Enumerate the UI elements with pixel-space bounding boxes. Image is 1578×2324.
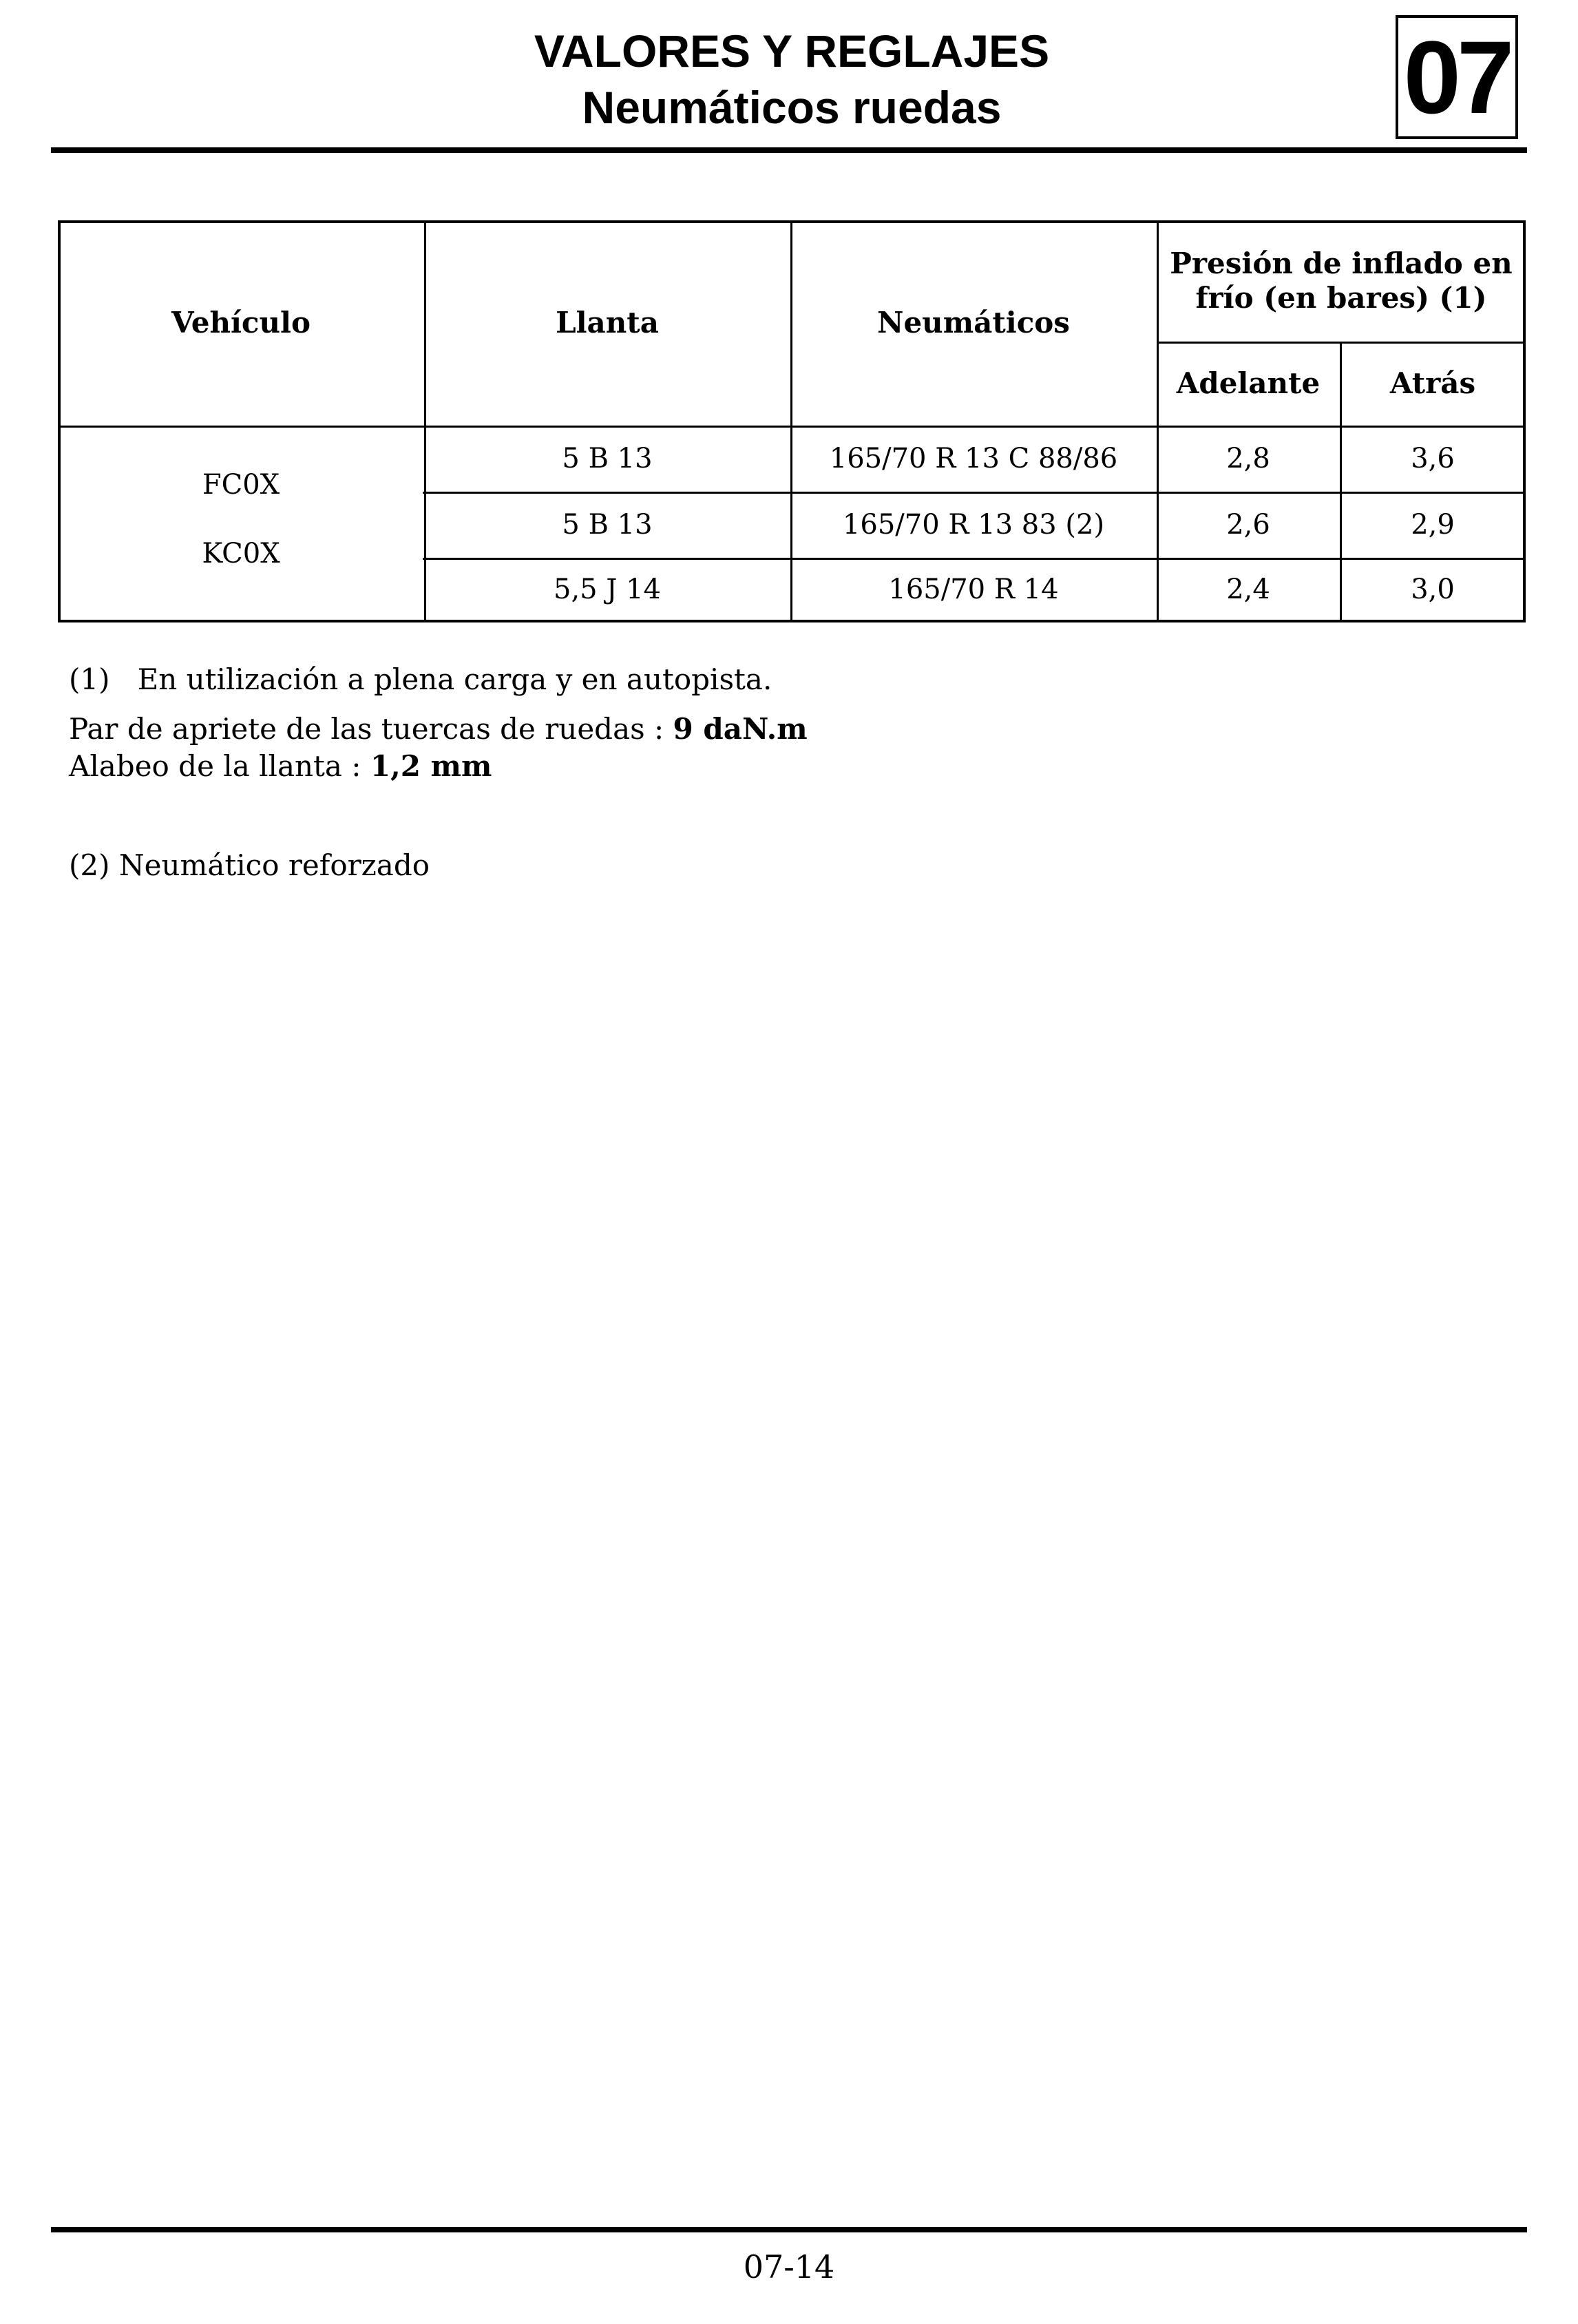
rear-pressure-cell: 3,0 (1411, 574, 1455, 605)
header-rear: Atrás (1389, 366, 1476, 400)
tire-pressure-table (58, 220, 1526, 622)
header-tires: Neumáticos (877, 306, 1070, 339)
footnote-1 (69, 661, 772, 698)
rear-pressure-cell: 3,6 (1411, 443, 1455, 474)
runout-spec (69, 748, 492, 785)
vehicle-name: KC0X (202, 538, 280, 569)
torque-label: Par de apriete de las tuercas de ruedas : (69, 712, 664, 746)
rim-cell: 5 B 13 (562, 509, 653, 541)
page-header (344, 23, 1239, 136)
header-pressure: Presión de inflado en frío (en bares) (1) (1170, 247, 1513, 315)
tire-cell: 165/70 R 14 (888, 574, 1059, 605)
section-subtitle: Neumáticos ruedas (582, 82, 1002, 133)
header-front: Adelante (1176, 366, 1321, 400)
header-rim: Llanta (556, 306, 659, 339)
footnote-1-marker: (1) (69, 662, 110, 696)
rim-cell: 5 B 13 (562, 443, 653, 474)
footnote-1-text: En utilización a plena carga y en autopista. (137, 662, 772, 696)
page-number: 07-14 (743, 2248, 835, 2285)
section-title: VALORES Y REGLAJES (534, 25, 1050, 76)
footnote-2: (2) Neumático reforzado (69, 848, 430, 882)
torque-spec (69, 711, 808, 748)
tire-cell: 165/70 R 13 C 88/86 (829, 443, 1118, 474)
header-rule (51, 147, 1527, 153)
front-pressure-cell: 2,8 (1226, 443, 1270, 474)
rear-pressure-cell: 2,9 (1411, 509, 1455, 541)
header-vehicle: Vehículo (171, 306, 311, 339)
vehicle-name: FC0X (202, 469, 280, 501)
torque-value: 9 daN.m (673, 712, 808, 746)
front-pressure-cell: 2,6 (1226, 509, 1270, 541)
front-pressure-cell: 2,4 (1226, 574, 1270, 605)
tire-cell: 165/70 R 13 83 (2) (842, 509, 1105, 541)
footer-rule (51, 2227, 1527, 2232)
runout-value: 1,2 mm (370, 749, 492, 783)
runout-label: Alabeo de la llanta : (69, 749, 361, 783)
section-number-badge: 07 (1396, 15, 1518, 139)
rim-cell: 5,5 J 14 (554, 574, 661, 605)
